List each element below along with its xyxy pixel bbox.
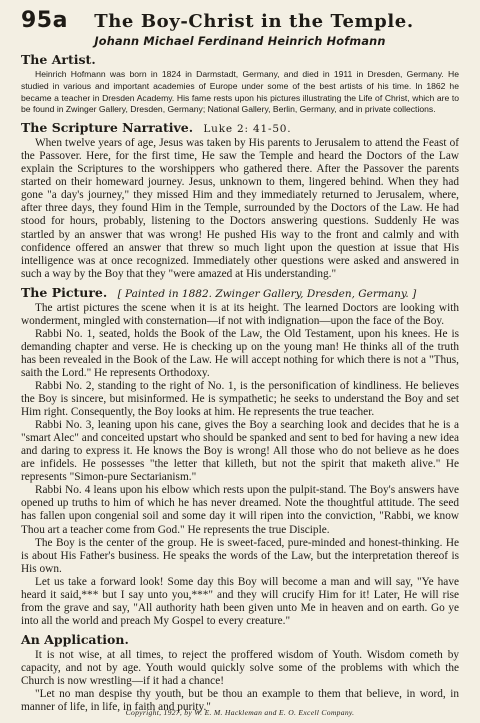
application-section — [21, 632, 459, 714]
artist-full-name: Johann Michael Ferdinand Heinrich Hofmann — [94, 35, 386, 48]
picture-note: [ Painted in 1882. Zwinger Gallery, Dresden, Germany. ] — [117, 287, 417, 300]
picture-paragraph: The artist pictures the scene when it is at its height. The learned Doctors are looking with wonderment, mingled with consternation—if not with indignation—upon the face of the Boy. — [21, 301, 459, 327]
picture-paragraph: Rabbi No. 2, standing to the right of No. 1, is the personification of kindliness. He believes the Boy is sincere, but misinformed. He is sympathetic; he seeks to understand the Boy and set Him right. Consequently, the Boy looks at him. He represents the true teacher. — [21, 379, 459, 419]
artist-section — [21, 52, 459, 116]
application-paragraph: It is not wise, at all times, to reject the proffered wisdom of Youth. Wisdom cometh by capacity, and not by age. Youth would quickly solve some of the problems with which the Church is now wrestling—if it had a chance! — [21, 648, 459, 687]
artist-biography: Heinrich Hofmann was born in 1824 in Darmstadt, Germany, and died in 1911 in Dresden, Germany. He studied in various and important academies of Europe under some of the best artists of his time. In 1862 he became a teacher in Dresden Academy. His fame rests upon his pictures illustrating the Life of Christ, which are to be found in Zwinger Gallery, Dresden, Germany; National Gallery, Berlin, Germany, and in private collections. — [21, 69, 459, 115]
scripture-reference: Luke 2: 41-50. — [203, 123, 292, 136]
picture-paragraph: Rabbi No. 4 leans upon his elbow which rests upon the pulpit-stand. The Boy's answers have opened up truths to him of which he has never dreamed. Note the thoughtful attitude. The seed has fallen upon congenial soil and some day it will ripen into the conviction, "Rabbi, we know Thou art a teacher come from God." He represents the true Disciple. — [21, 484, 459, 536]
scripture-heading: The Scripture Narrative. Luke 2: 41-50. — [21, 120, 292, 136]
page-number: 95a — [21, 8, 68, 33]
artist-heading: The Artist. — [21, 52, 96, 67]
picture-section — [21, 285, 459, 628]
page-header — [21, 0, 459, 32]
picture-paragraph: Rabbi No. 1, seated, holds the Book of the Law, the Old Testament, upon his knees. He is demanding chapter and verse. He is checking up on the young man! He thinks all of the truth has been revealed in the Book of the Law. He will accept nothing for which there is not a "Thus, saith the Lord." He represents Orthodoxy. — [21, 327, 459, 379]
picture-heading: The Picture. [ Painted in 1882. Zwinger Gallery, Dresden, Germany. ] — [21, 284, 417, 300]
scripture-section — [21, 120, 459, 281]
application-paragraph: "Let no man despise thy youth, but be thou an example to them that believe, in word, in manner of life, in life, in faith and purity." — [21, 688, 459, 714]
page-title: The Boy-Christ in the Temple. — [94, 11, 414, 32]
picture-paragraph: Rabbi No. 3, leaning upon his cane, gives the Boy a searching look and decides that he is a "smart Alec" and conceited upstart who should be spanked and sent to bed for having a new idea and daring to express it. He knows the Boy is wrong! All those who do not believe as he does are infidels. He possesses "the letter that killeth, but not the spirit that maketh alive." He represents "Simon-pure Sectarianism." — [21, 419, 459, 484]
picture-paragraph: Let us take a forward look! Some day this Boy will become a man and will say, "Ye have heard it said,*** but I say unto you,***" and they will crucify Him for it! Later, He will rise from the grave and say, "All authority hath been given unto Me in heaven and on earth. Go ye into all the world and preach My Gospel to every creature." — [21, 575, 459, 627]
picture-paragraph: The Boy is the center of the group. He is sweet-faced, pure-minded and honest-thinking. He is about His Father's business. He speaks the words of the Law, but the interpretation thereof is His own. — [21, 536, 459, 575]
application-heading: An Application. — [21, 631, 129, 647]
copyright-footer: Copyright, 1927, by W. E. M. Hackleman and E. O. Excell Company. — [125, 708, 355, 717]
scripture-narrative: When twelve years of age, Jesus was taken by His parents to Jerusalem to attend the Feast of the Passover. Here, for the first time, He saw the Temple and heard the Doctors of the Law explain the Scriptures to the worshippers who gathered there. After the Passover the parents started on their homeward journey. Jesus, unknown to them, lingered behind. When they had gone "a day's journey," they missed Him and they immediately returned to Jerusalem, where, after three days, they found Him in the Temple, surrounded by the Doctors of the Law. He had stood for hours, probably, listening to the Doctors answering questions. Suddenly He was startled by an answer that was wrong! He pushed His way to the front and calmly and with confidence offered an answer that threw so much light upon the question at issue that His intelligence was at once recognized. Immediately other questions were asked and answered in such a way by the Boy that they "were amazed at His understanding." — [21, 137, 459, 280]
